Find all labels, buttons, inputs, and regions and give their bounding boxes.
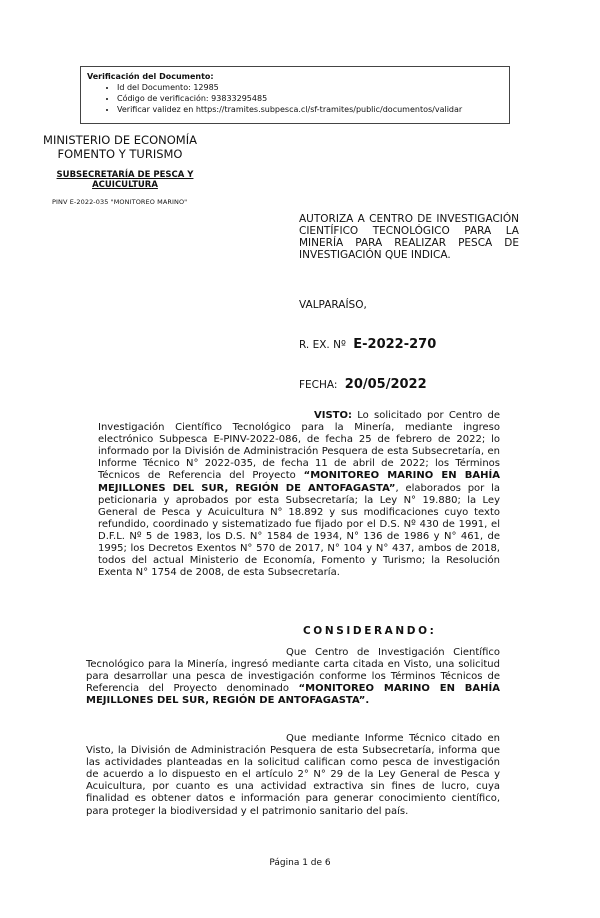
ministry-line2: FOMENTO Y TURISMO (57, 147, 183, 161)
visto-lead: VISTO: (314, 410, 352, 421)
verification-box (80, 66, 510, 124)
visto-text-b: , elaborados por la peticionaria y aprobados por esta Subsecretaría; la Ley N° 19.880; la Ley General de Pesca y Acuicultura N° 18.892 y sus modificaciones cuyo texto refundido, coordinado y sistematizado fue fijado por el D.S. Nº 430 de 1991, el D.F.L. Nº 5 de 1983, los D.S. N° 1584 de 1934, N° 136 de 1986 y N° 461, de 1995; los Decretos Exentos N° 570 de 2017, N° 104 y N° 437, ambos de 2018, todos del actual Ministerio de Economía, Fomento y Turismo; la Resolución Exenta N° 1754 de 2008, de esta Subsecretaría. (98, 482, 501, 579)
considerando-paragraph-1 (86, 647, 500, 707)
considerando-paragraph-2: Que mediante Informe Técnico citado en Visto, la División de Administración Pesquera de esta Subsecretaría, informa que las actividades planteadas en la solicitud califican como pesca de investigación de acuerdo a lo dispuesto en el artículo 2° N° 29 de la Ley General de Pesca y Acuicultura, por cuanto es una actividad extractiva sin fines de lucro, cuya finalidad es obtener datos e información para generar conocimiento científico, para proteger la biodiversidad y el patrimonio sanitario del país. (86, 733, 500, 817)
visto-project: “MONITOREO MARINO EN BAHÍA MEJILLONES DEL SUR, REGIÓN DE ANTOFAGASTA” (98, 470, 500, 494)
verification-url: • Verificar validez en https://tramites.subpesca.cl/sf-tramites/public/documentos/validar (117, 104, 503, 115)
verification-code: • Código de verificación: 93833295485 (117, 93, 503, 104)
resolution-number (299, 337, 436, 352)
visto-text-a: Lo solicitado por Centro de Investigación Científico Tecnológico para la Minería, mediante ingreso electrónico Subpesca E-PINV-2022-086, de fecha 25 de febrero de 2022; lo informado por la División de Administración Pesquera de esta Subsecretaría, en Informe Técnico N° 2022-035, de fecha 11 de abril de 2022; los Términos Técnicos de Referencia del Proyecto (98, 410, 500, 482)
verification-title: Verificación del Documento: (87, 72, 214, 81)
visto-paragraph (98, 410, 500, 579)
page-number: Página 1 de 6 (269, 858, 331, 868)
place: VALPARAÍSO, (299, 299, 367, 311)
verification-id: • Id del Documento: 12985 (117, 82, 503, 93)
considerando-title: CONSIDERANDO: (303, 625, 437, 637)
ministry-heading (30, 133, 210, 161)
resolution-title: AUTORIZA A CENTRO DE INVESTIGACIÓN CIENTÍFICO TECNOLÓGICO PARA LA MINERÍA PARA REALIZAR PESCA DE INVESTIGACIÓN QUE INDICA. (299, 213, 519, 261)
subsecretaria-heading (40, 170, 210, 190)
date-label: FECHA: (299, 379, 338, 391)
subsec-line1: SUBSECRETARÍA DE PESCA Y (56, 170, 194, 180)
considerando-p1-project: “MONITOREO MARINO EN BAHÍA MEJILLONES DEL SUR, REGIÓN DE ANTOFAGASTA”. (86, 683, 500, 707)
date-value: 20/05/2022 (344, 377, 427, 392)
resolution-value: E-2022-270 (353, 337, 437, 352)
resolution-label: R. EX. Nº (299, 339, 346, 351)
reference-code: PINV E-2022-035 "MONITOREO MARINO" (52, 198, 188, 206)
subsec-line2: ACUICULTURA (92, 180, 158, 190)
resolution-date (299, 377, 427, 392)
verification-list (87, 82, 503, 115)
ministry-line1: MINISTERIO DE ECONOMÍA (43, 133, 197, 147)
considerando-p1-text: Que Centro de Investigación Científico Tecnológico para la Minería, ingresó mediante carta citada en Visto, una solicitud para desarrollar una pesca de investigación conforme los Términos Técnicos de Referencia del Proyecto denominado (86, 647, 500, 695)
